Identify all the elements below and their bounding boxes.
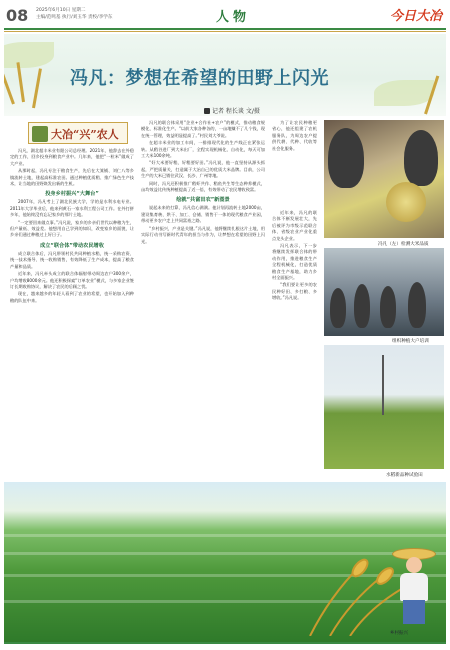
wheat-decoration	[32, 68, 42, 108]
paragraph: 现在，越来越多的年轻人看到了农业的希望，也开始加入到种粮的队伍中来。	[10, 291, 134, 303]
paragraph: 冯凡的联合体采用“企业+合作社+农户”的模式，推动粮食规模化、标准化生产。“以前大家各种各的，一亩地赚不了几个钱，现在统一管理，效益明显提高了。”村民刘大爷说。	[141, 120, 265, 138]
photo-inspecting-rice	[324, 120, 444, 238]
utility-pole	[382, 355, 384, 415]
byline	[204, 106, 260, 115]
paragraph: “一定要回来做点事。”冯凡说，家乡的乡亲们世代以种粮为生，但产量低、效益差。他想用自己学到的知识，改变家乡的面貌，让乡亲们通过种粮过上好日子。	[10, 219, 134, 238]
article-column-2	[141, 120, 265, 482]
paragraph: 为了让农民种粮更省心，他还组建了农机服务队，为周边农户提供代耕、代种、代收等社会化服务。	[272, 120, 317, 151]
farmer-shirt	[400, 573, 428, 601]
subheading: 成立“联合体”带动农民增收	[40, 242, 104, 249]
photo-caption: 冯凡（左）检测大米品质	[378, 242, 429, 247]
page-number: 08	[6, 6, 29, 25]
farmer-face	[406, 557, 422, 573]
person-silhouette	[330, 288, 346, 328]
farmer-pants	[403, 600, 425, 624]
header-rule	[4, 28, 446, 30]
person-silhouette	[404, 130, 438, 186]
issue-date: 2025年6月10日 星期二	[36, 8, 86, 13]
paragraph: 从那时起，冯凡专注于粮食生产，先后在大箕铺、刘仁八等乡镇流转土地，建起高标准农田。通过种植优质稻、推广绿色生产技术，让当地的田野焕发出新的生机。	[10, 168, 134, 187]
photo-caption: 水稻新品种试验田	[386, 473, 423, 478]
editor-credits: 主编/范鸣基 执行/刘玉华 责校/李学东	[36, 15, 113, 20]
paragraph: “我们要让更多的农民种好田、多打粮、多增收。”冯凡说。	[272, 282, 317, 301]
title-banner	[4, 34, 446, 116]
leaf-decoration	[4, 42, 54, 68]
person-silhouette	[354, 284, 370, 328]
footer-rule	[4, 642, 446, 644]
person-silhouette	[328, 128, 364, 188]
page-header	[0, 0, 450, 36]
illustration-caption: 乡村振兴	[390, 631, 408, 636]
farmer-icon	[32, 126, 48, 142]
wheat-decoration	[16, 62, 25, 102]
sub-banner	[28, 122, 128, 144]
photo-training-session	[324, 248, 444, 336]
paragraph: 同时，冯凡还积极推广稻虾共作、稻鱼共生等生态种养模式，亩均效益比传统种植提高了近一倍，有效带动了农民增收致富。	[141, 180, 265, 193]
rice-sheaf	[386, 182, 426, 222]
newspaper-logo: 今日大冶	[390, 9, 443, 24]
paragraph: 冯凡，湖北超丰米业有限公司总经理。2021年，他辞去在外稳定的工作，回乡投身到粮食产业中。几年来，他把“一粒米”做成了大产业。	[10, 148, 134, 166]
article-column-1	[10, 148, 134, 480]
subheading: 绘就“共富田农”新图景	[176, 197, 230, 204]
paragraph: 在超丰米业的加工车间，一排排现代化的生产线正在紧张运转。从稻谷进厂到大米出厂，全程实现机械化、自动化，每天可加工大米100余吨。	[141, 140, 265, 159]
photo-rice-field	[324, 345, 444, 469]
farmer-illustration	[392, 548, 436, 628]
section-title: 人物	[215, 10, 250, 25]
article-column-3	[272, 210, 317, 480]
sub-banner-text: 大冶“兴”农人	[51, 128, 119, 141]
paragraph: 冯凡表示，下一步将继续发挥联合体的带动作用，推进粮食生产全程机械化，打造优质粮食生产基地，助力乡村全面振兴。	[272, 243, 317, 281]
header-rule-gold	[4, 31, 446, 32]
wheat-decoration	[4, 66, 15, 105]
paragraph: “好大米要好稻，好稻要好田。”冯凡说，他一直坚持从源头抓起，严把质量关，打造属于大冶自己的优质大米品牌。目前，公司生产的大米已销往武汉、长沙、广州等地。	[141, 160, 265, 179]
paragraph: 成立联合体后，冯凡带领村民共同种植水稻，统一采购农资、统一技术指导、统一收购销售，有效降低了生产成本，提高了粮食产量和品质。	[10, 250, 134, 269]
byline-text: 记者 程长谈 文/摄	[212, 108, 260, 115]
paragraph: 说起未来的打算，冯凡信心满满。他计划再流转土地2000亩，建设集育秧、烘干、加工、仓储、销售于一体的现代粮食产业园，带动更多农户走上共同富裕之路。	[141, 205, 265, 224]
paragraph: 2007年，冯凡考上了湖北民族大学，学的是水利水电专业。2011年大学毕业后，他来到黄石一家水利工程公司工作。在外打拼多年，他始终没有忘记家乡的那片土地。	[10, 199, 134, 218]
pen-icon	[204, 108, 210, 114]
article-title: 冯凡：梦想在希望的田野上闪光	[70, 68, 329, 89]
field-stripe	[4, 534, 446, 537]
article-column-3-top	[272, 120, 317, 208]
subheading: 投身乡村振兴“大舞台”	[45, 191, 99, 198]
issue-meta	[36, 7, 112, 21]
paragraph: 近年来，冯凡的联合体不断发展壮大，先后被评为市级示范联合体、省级农业产业化重点龙头企业。	[272, 210, 317, 241]
person-silhouette	[380, 286, 396, 328]
paragraph: “乡村振兴，产业是关键。”冯凡说，他将继续扎根这片土地，用实际行动书写新时代青年的担当与作为，让梦想在希望的田野上闪光。	[141, 225, 265, 244]
person-silhouette	[408, 282, 426, 328]
paragraph: 近年来，冯凡牵头成立的联合体辐射带动周边农户300余户，户均增收8000余元。他还积极探索“订单农业”模式，与多家企业签订长期收购协议，解决了农民的后顾之忧。	[10, 271, 134, 289]
photo-caption: 组织种植大户培训	[392, 339, 429, 344]
field-stripe	[4, 552, 446, 555]
